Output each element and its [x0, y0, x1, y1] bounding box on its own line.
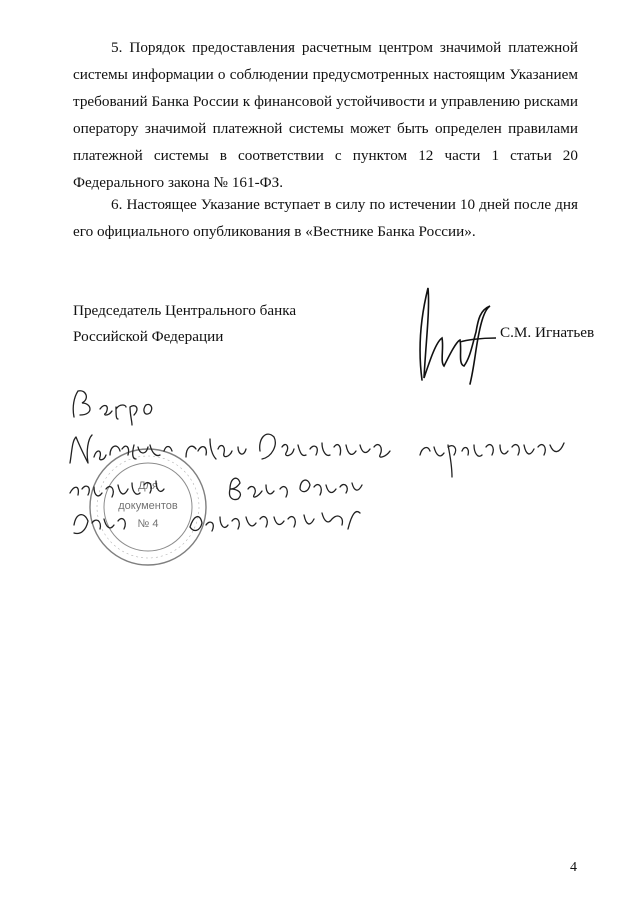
certification-area [60, 385, 600, 605]
page-number: 4 [570, 860, 577, 875]
stamp-line-2: документов [118, 500, 178, 512]
paragraph-5: 5. Порядок предоставления расчетным центром значимой платежной системы информации о соблюдении предусмотренных настоящим Указанием требований Банка России к финансовой устойчивости и управлению рисками оператору значимой платежной системы может быть определен правилами платежной системы в соответствии с пунктом 12 части 1 статьи 20 Федерального закона № 161-ФЗ. [73, 39, 578, 191]
office-stamp [90, 449, 206, 565]
signer-name: С.М. Игнатьев [500, 324, 595, 341]
paragraph-6: 6. Настоящее Указание вступает в силу по истечении 10 дней после дня его официального опубликования в «Вестнике Банка России». [73, 196, 578, 240]
position-line-2: Российской Федерации [73, 328, 224, 345]
handwritten-signature [400, 280, 500, 390]
stamp-line-3: № 4 [137, 518, 159, 530]
stamp-line-1: Для [138, 480, 158, 492]
signature-position [73, 298, 296, 350]
position-line-1: Председатель Центрального банка [73, 302, 297, 319]
handwritten-note [70, 391, 564, 534]
